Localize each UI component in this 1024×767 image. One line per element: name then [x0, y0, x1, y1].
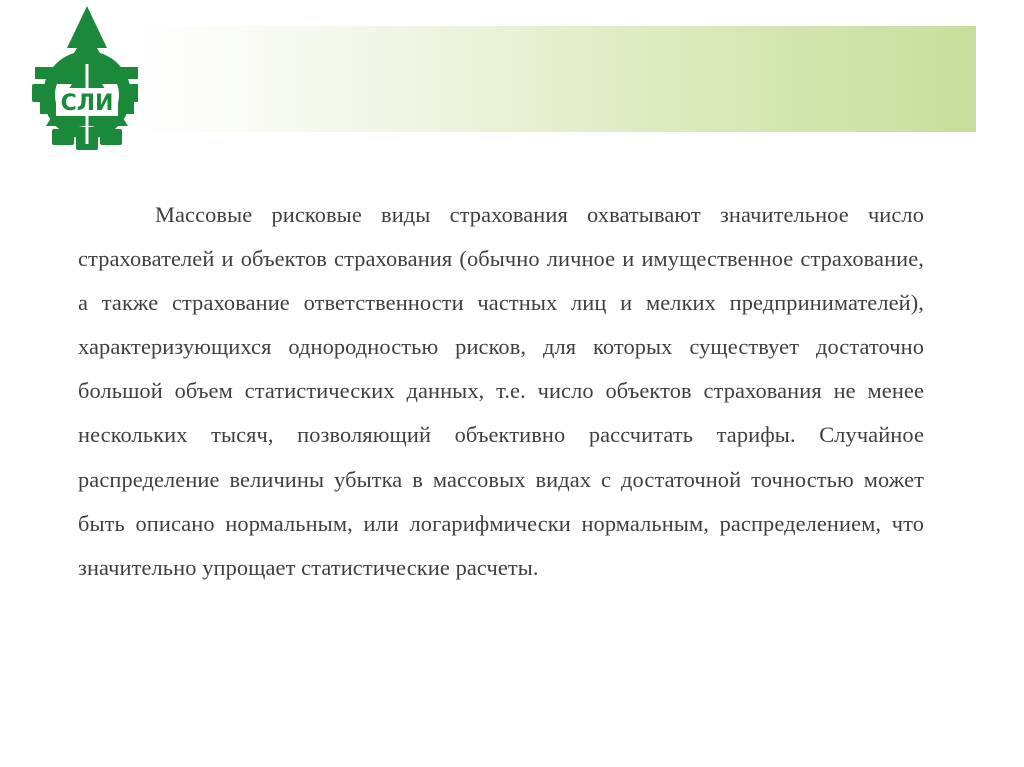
header-band	[138, 26, 976, 132]
logo-fir-tree-gear-icon	[32, 4, 142, 154]
body-paragraph: Массовые рисковые виды страхования охватывают значительное число страхователей и объектов страхования (обычно личное и имущественное страхование, а также страхование ответственности частных лиц и мелких предпринимателей), характеризующихся однородностью рисков, для которых существует достаточно большой объем статистических данных, т.е. число объектов страхования не менее нескольких тысяч, позволяющий объективно рассчитать тарифы. Случайное распределение величины убытка в массовых видах с достаточной точностью может быть описано нормальным, или логарифмически нормальным, распределением, что значительно упрощает статистические расчеты.	[78, 202, 924, 580]
logo-text: СЛИ	[60, 91, 114, 116]
